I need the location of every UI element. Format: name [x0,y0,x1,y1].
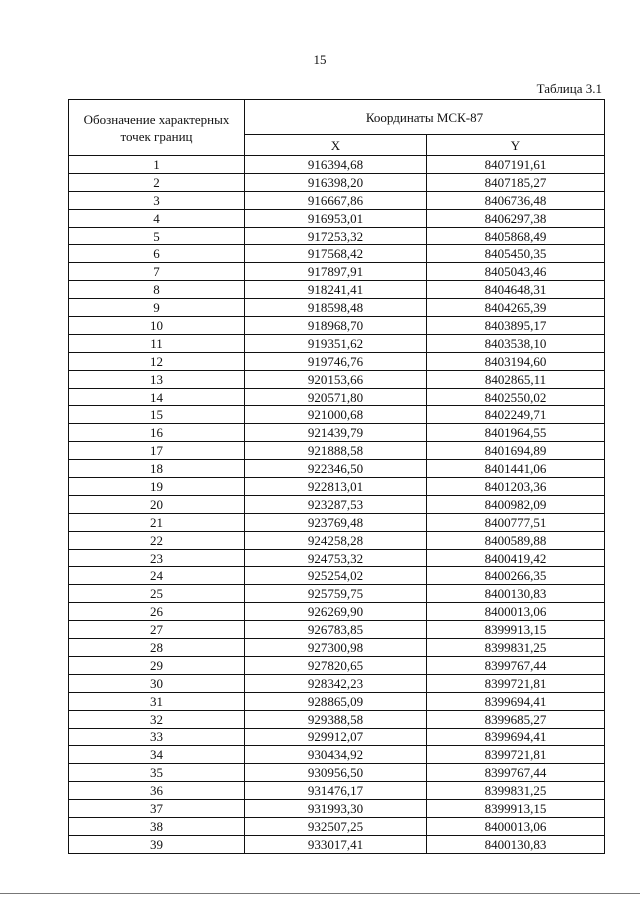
point-number-cell: 1 [69,156,245,174]
y-coordinate-cell: 8400589,88 [427,531,605,549]
table-body [69,156,605,854]
table-row [69,817,605,835]
table-row [69,245,605,263]
x-coordinate-cell: 916394,68 [245,156,427,174]
y-coordinate-cell: 8400777,51 [427,513,605,531]
table-row [69,460,605,478]
point-number-cell: 36 [69,782,245,800]
x-coordinate-cell: 919746,76 [245,352,427,370]
x-coordinate-cell: 929388,58 [245,710,427,728]
x-coordinate-cell: 924258,28 [245,531,427,549]
point-number-cell: 35 [69,764,245,782]
coordinates-table [68,99,605,854]
y-coordinate-cell: 8407191,61 [427,156,605,174]
table-row [69,728,605,746]
y-coordinate-cell: 8400419,42 [427,549,605,567]
x-coordinate-cell: 917897,91 [245,263,427,281]
point-number-cell: 23 [69,549,245,567]
x-coordinate-cell: 924753,32 [245,549,427,567]
point-number-cell: 19 [69,478,245,496]
x-coordinate-cell: 925254,02 [245,567,427,585]
table-row [69,424,605,442]
point-number-cell: 25 [69,585,245,603]
y-coordinate-cell: 8400266,35 [427,567,605,585]
table-row [69,227,605,245]
table-row [69,173,605,191]
table-label: Таблица 3.1 [536,81,602,96]
point-number-cell: 18 [69,460,245,478]
table-row [69,835,605,853]
scan-bottom-rule [0,893,640,894]
point-number-cell: 5 [69,227,245,245]
point-number-cell: 3 [69,191,245,209]
point-number-cell: 30 [69,674,245,692]
y-coordinate-cell: 8402865,11 [427,370,605,388]
y-coordinate-cell: 8399721,81 [427,674,605,692]
y-coordinate-cell: 8404265,39 [427,299,605,317]
table-row [69,567,605,585]
x-coordinate-cell: 916398,20 [245,173,427,191]
y-coordinate-cell: 8399767,44 [427,764,605,782]
table-row [69,191,605,209]
point-number-cell: 13 [69,370,245,388]
point-number-cell: 17 [69,442,245,460]
y-coordinate-cell: 8399767,44 [427,656,605,674]
y-coordinate-cell: 8399685,27 [427,710,605,728]
point-number-cell: 28 [69,639,245,657]
table-row [69,746,605,764]
y-coordinate-cell: 8400982,09 [427,495,605,513]
point-number-cell: 38 [69,817,245,835]
point-number-cell: 20 [69,495,245,513]
y-coordinate-cell: 8407185,27 [427,173,605,191]
table-row [69,334,605,352]
table-header [69,100,605,156]
y-coordinate-cell: 8404648,31 [427,281,605,299]
x-coordinate-cell: 930956,50 [245,764,427,782]
point-number-cell: 26 [69,603,245,621]
x-coordinate-cell: 928865,09 [245,692,427,710]
x-coordinate-cell: 928342,23 [245,674,427,692]
header-row-1 [69,100,605,135]
point-number-cell: 34 [69,746,245,764]
table-row [69,692,605,710]
y-coordinate-cell: 8401203,36 [427,478,605,496]
table-row [69,621,605,639]
table-row [69,352,605,370]
y-coordinate-cell: 8403895,17 [427,317,605,335]
table-row [69,299,605,317]
y-coordinate-cell: 8405450,35 [427,245,605,263]
y-coordinate-cell: 8401694,89 [427,442,605,460]
x-coordinate-cell: 926269,90 [245,603,427,621]
table-row [69,800,605,818]
y-coordinate-cell: 8401441,06 [427,460,605,478]
table-row [69,478,605,496]
point-number-cell: 29 [69,656,245,674]
point-number-cell: 33 [69,728,245,746]
x-coordinate-cell: 922813,01 [245,478,427,496]
x-coordinate-cell: 925759,75 [245,585,427,603]
point-number-cell: 22 [69,531,245,549]
x-coordinate-cell: 929912,07 [245,728,427,746]
point-number-cell: 14 [69,388,245,406]
point-number-cell: 37 [69,800,245,818]
x-coordinate-cell: 932507,25 [245,817,427,835]
table-row [69,674,605,692]
table-row [69,603,605,621]
y-coordinate-cell: 8399694,41 [427,692,605,710]
point-number-cell: 15 [69,406,245,424]
table-row [69,209,605,227]
point-number-cell: 10 [69,317,245,335]
table-row [69,656,605,674]
table-row [69,764,605,782]
table-row [69,281,605,299]
table-row [69,317,605,335]
y-coordinate-cell: 8399694,41 [427,728,605,746]
header-y: Y [427,135,605,156]
point-number-cell: 21 [69,513,245,531]
x-coordinate-cell: 922346,50 [245,460,427,478]
header-point-designation: Обозначение характерных точек границ [69,100,245,156]
y-coordinate-cell: 8400013,06 [427,603,605,621]
x-coordinate-cell: 923287,53 [245,495,427,513]
x-coordinate-cell: 923769,48 [245,513,427,531]
point-number-cell: 24 [69,567,245,585]
point-number-cell: 11 [69,334,245,352]
y-coordinate-cell: 8399913,15 [427,800,605,818]
x-coordinate-cell: 917253,32 [245,227,427,245]
x-coordinate-cell: 918968,70 [245,317,427,335]
point-number-cell: 32 [69,710,245,728]
page-number: 15 [313,52,327,67]
table-row [69,406,605,424]
x-coordinate-cell: 926783,85 [245,621,427,639]
table-row [69,156,605,174]
x-coordinate-cell: 917568,42 [245,245,427,263]
y-coordinate-cell: 8402249,71 [427,406,605,424]
table-row [69,549,605,567]
point-number-cell: 7 [69,263,245,281]
table-row [69,442,605,460]
x-coordinate-cell: 927300,98 [245,639,427,657]
table-row [69,513,605,531]
x-coordinate-cell: 916667,86 [245,191,427,209]
y-coordinate-cell: 8401964,55 [427,424,605,442]
point-number-cell: 27 [69,621,245,639]
x-coordinate-cell: 918598,48 [245,299,427,317]
x-coordinate-cell: 930434,92 [245,746,427,764]
header-x: X [245,135,427,156]
point-number-cell: 4 [69,209,245,227]
y-coordinate-cell: 8406736,48 [427,191,605,209]
x-coordinate-cell: 920153,66 [245,370,427,388]
y-coordinate-cell: 8400130,83 [427,835,605,853]
table-row [69,710,605,728]
y-coordinate-cell: 8402550,02 [427,388,605,406]
point-number-cell: 12 [69,352,245,370]
y-coordinate-cell: 8399831,25 [427,639,605,657]
point-number-cell: 39 [69,835,245,853]
table-row [69,531,605,549]
point-number-cell: 9 [69,299,245,317]
y-coordinate-cell: 8403194,60 [427,352,605,370]
point-number-cell: 8 [69,281,245,299]
table-row [69,388,605,406]
x-coordinate-cell: 918241,41 [245,281,427,299]
x-coordinate-cell: 921888,58 [245,442,427,460]
y-coordinate-cell: 8399721,81 [427,746,605,764]
y-coordinate-cell: 8400130,83 [427,585,605,603]
y-coordinate-cell: 8403538,10 [427,334,605,352]
x-coordinate-cell: 916953,01 [245,209,427,227]
table-row [69,370,605,388]
x-coordinate-cell: 933017,41 [245,835,427,853]
x-coordinate-cell: 927820,65 [245,656,427,674]
x-coordinate-cell: 931476,17 [245,782,427,800]
x-coordinate-cell: 921000,68 [245,406,427,424]
table-row [69,263,605,281]
table-row [69,782,605,800]
table-row [69,639,605,657]
y-coordinate-cell: 8406297,38 [427,209,605,227]
point-number-cell: 6 [69,245,245,263]
y-coordinate-cell: 8400013,06 [427,817,605,835]
point-number-cell: 31 [69,692,245,710]
header-coordinates: Координаты МСК-87 [245,100,605,135]
x-coordinate-cell: 921439,79 [245,424,427,442]
x-coordinate-cell: 919351,62 [245,334,427,352]
y-coordinate-cell: 8399831,25 [427,782,605,800]
point-number-cell: 2 [69,173,245,191]
y-coordinate-cell: 8405868,49 [427,227,605,245]
table-row [69,495,605,513]
y-coordinate-cell: 8405043,46 [427,263,605,281]
x-coordinate-cell: 931993,30 [245,800,427,818]
y-coordinate-cell: 8399913,15 [427,621,605,639]
x-coordinate-cell: 920571,80 [245,388,427,406]
table-row [69,585,605,603]
point-number-cell: 16 [69,424,245,442]
